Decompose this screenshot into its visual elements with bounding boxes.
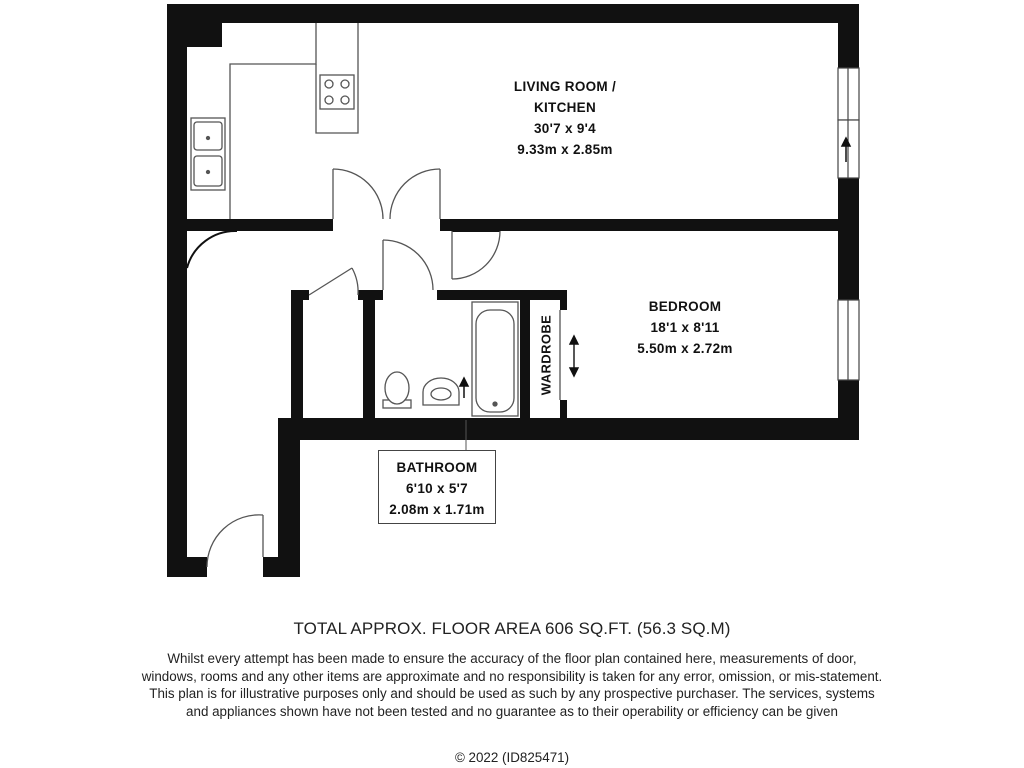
bathroom-arrow-icon (460, 378, 468, 398)
wall-bottom-right (263, 557, 300, 577)
wall-bathroom-top-left (375, 290, 383, 300)
wall-bathroom-top-right (437, 290, 567, 300)
bedroom-name: BEDROOM (648, 299, 722, 314)
wall-cupboard-left (291, 290, 303, 420)
wall-wardrobe-right (560, 290, 567, 310)
living-room-imperial: 30'7 x 9'4 (534, 121, 596, 136)
bedroom-metric: 5.50m x 2.72m (637, 341, 733, 356)
wall-hall-right (278, 418, 300, 577)
total-floor-area: TOTAL APPROX. FLOOR AREA 606 SQ.FT. (56.3 SQ.M) (293, 619, 731, 638)
wall-right-upper (838, 4, 859, 68)
living-room-name-line2: KITCHEN (533, 100, 597, 115)
copyright-text: © 2022 (ID825471) (454, 750, 570, 765)
kitchen-worktop (230, 23, 316, 219)
bathroom-label-box (378, 450, 496, 524)
disclaimer-text: Whilst every attempt has been made to ensure the accuracy of the floor plan contained here, measurements of door, windows, rooms and any other items are approximate and no responsibility is taken for any error, omission, or mis-statement. This plan is for illustrative purposes only and should be used as such by any prospective purchaser. The services, systems and appliances shown have not been tested and no guarantee as to their operability or efficiency can be given (141, 651, 883, 719)
wall-top (167, 4, 859, 23)
bathroom-label (379, 457, 495, 520)
wall-cupboard-top (291, 290, 309, 300)
wall-living-bedroom-right (440, 219, 838, 231)
wardrobe-arrow-icon (570, 336, 578, 376)
living-room-label (470, 76, 660, 160)
living-room-metric: 9.33m x 2.85m (517, 142, 613, 157)
wc-bowl (385, 372, 409, 404)
wall-left (167, 4, 187, 577)
living-room-name-line1: LIVING ROOM / (513, 79, 617, 94)
sink (191, 118, 225, 190)
bathroom-metric: 2.08m x 1.71m (389, 502, 485, 517)
bathroom-imperial: 6'10 x 5'7 (406, 481, 468, 496)
wall-bedroom-bottom (278, 418, 859, 440)
hob (320, 75, 354, 109)
wall-wardrobe-right-low (560, 400, 567, 420)
wall-cupboard-right (363, 290, 375, 420)
wall-right-mid1 (838, 178, 859, 300)
wardrobe-label: WARDROBE (538, 314, 554, 396)
wall-bottom-left (167, 557, 207, 577)
bedroom-label (590, 296, 780, 359)
wall-wardrobe-left (520, 290, 530, 420)
wall-living-bedroom-left (187, 219, 333, 231)
bathroom-name: BATHROOM (396, 460, 478, 475)
bathroom-fittings (383, 302, 560, 416)
bedroom-imperial: 18'1 x 8'11 (650, 320, 720, 335)
